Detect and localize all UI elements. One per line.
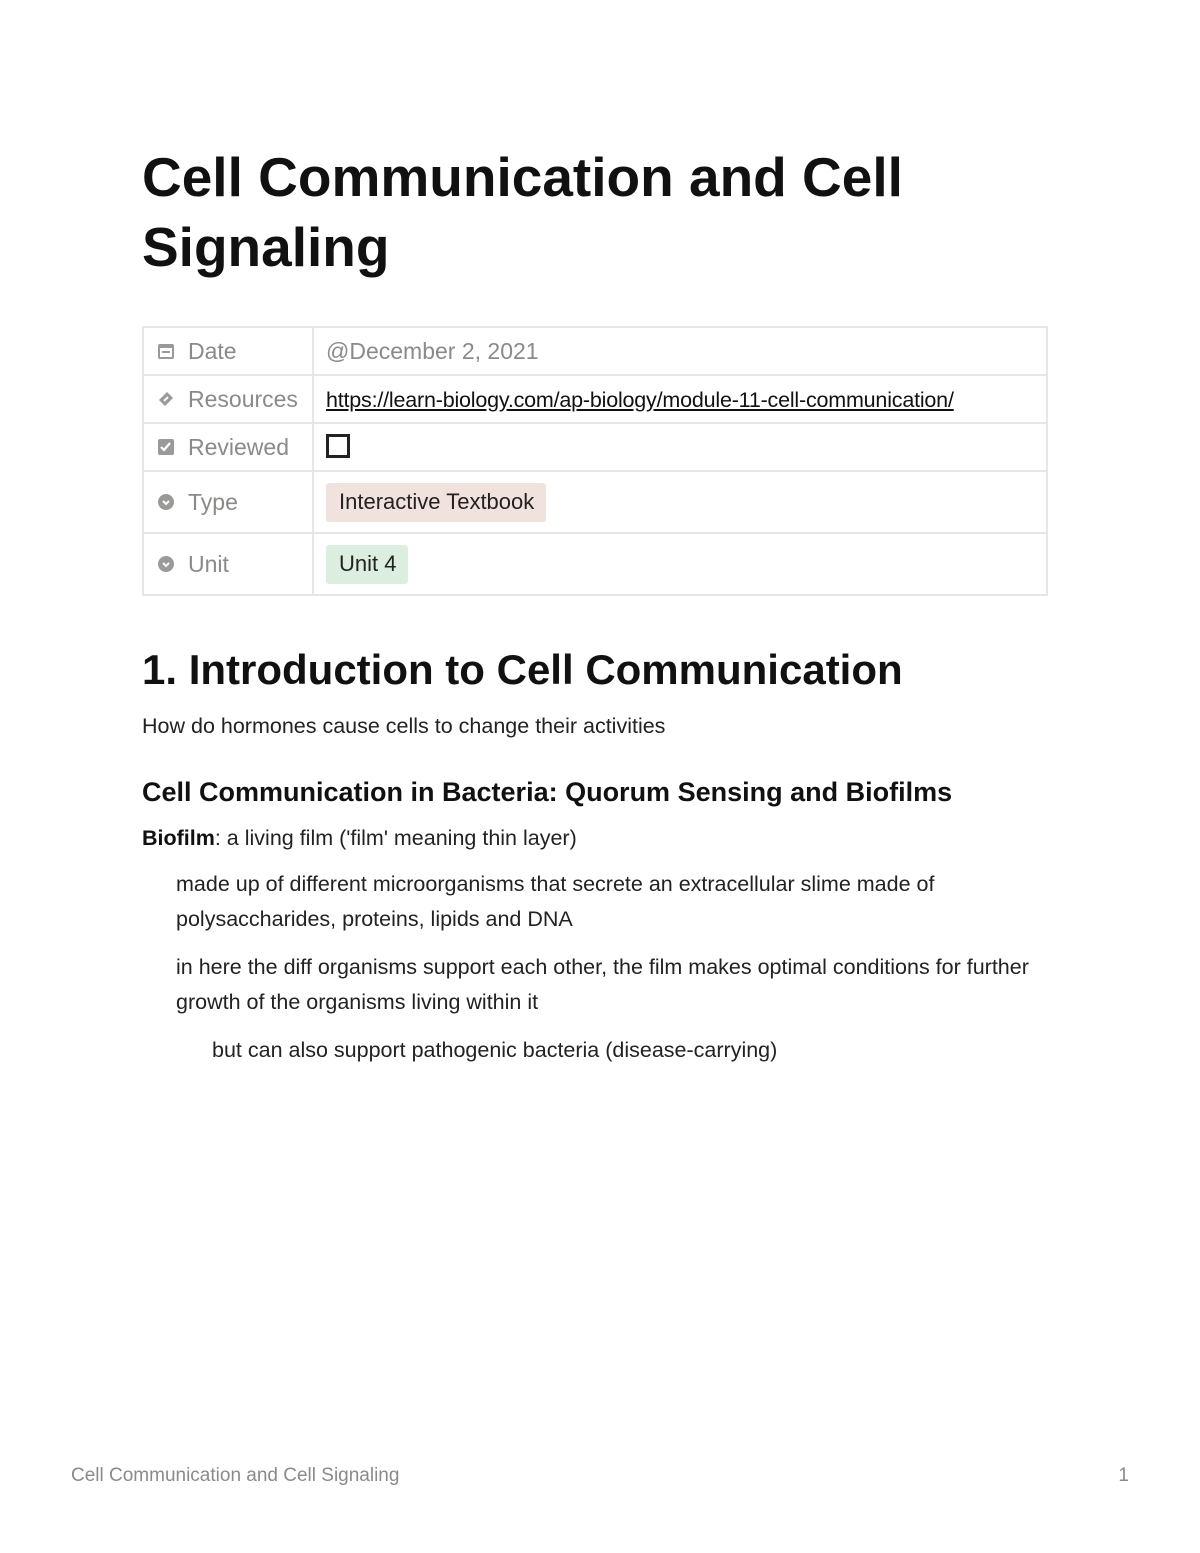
- resources-link[interactable]: https://learn-biology.com/ap-biology/module-11-cell-communication/: [326, 387, 954, 412]
- property-key-type: Type: [188, 488, 238, 515]
- subsection-heading: Cell Communication in Bacteria: Quorum Sensing and Biofilms: [142, 777, 953, 807]
- biofilm-def-text: : a living film ('film' meaning thin layer): [214, 826, 577, 850]
- property-row-date: [143, 327, 1047, 375]
- unit-tag[interactable]: Unit 4: [326, 545, 408, 584]
- checkbox-icon: [156, 437, 176, 457]
- date-value[interactable]: @December 2, 2021: [326, 337, 539, 364]
- property-key-unit: Unit: [188, 550, 229, 577]
- biofilm-definition: [142, 824, 577, 852]
- reviewed-checkbox[interactable]: [326, 434, 350, 458]
- type-tag[interactable]: Interactive Textbook: [326, 483, 546, 522]
- nested-indented-paragraph: but can also support pathogenic bacteria (disease-carrying): [212, 1038, 778, 1062]
- biofilm-term: Biofilm: [142, 826, 215, 850]
- property-key-reviewed: Reviewed: [188, 433, 289, 460]
- indented-paragraph: in here the diff organisms support each other, the film makes optimal conditions for further growth of the organisms living within it: [176, 955, 1029, 1014]
- property-key-resources: Resources: [188, 385, 298, 412]
- page-number: 1: [1118, 1465, 1129, 1486]
- intro-paragraph: How do hormones cause cells to change their activities: [142, 714, 666, 738]
- property-key-date: Date: [188, 337, 237, 364]
- select-icon: [156, 492, 176, 512]
- page-title: Cell Communication and Cell Signaling: [142, 146, 903, 278]
- property-row-unit: [143, 533, 1047, 595]
- property-row-resources: [143, 375, 1047, 423]
- footer-title: Cell Communication and Cell Signaling: [71, 1465, 400, 1486]
- section-heading: 1. Introduction to Cell Communication: [142, 646, 903, 693]
- property-row-type: [143, 471, 1047, 533]
- properties-table: [142, 326, 1048, 596]
- calendar-icon: [156, 341, 176, 361]
- indented-paragraph: made up of different microorganisms that secrete an extracellular slime made of polysaccharides, proteins, lipids and DNA: [176, 872, 935, 931]
- property-row-reviewed: [143, 423, 1047, 471]
- link-icon: [156, 389, 176, 409]
- select-icon: [156, 554, 176, 574]
